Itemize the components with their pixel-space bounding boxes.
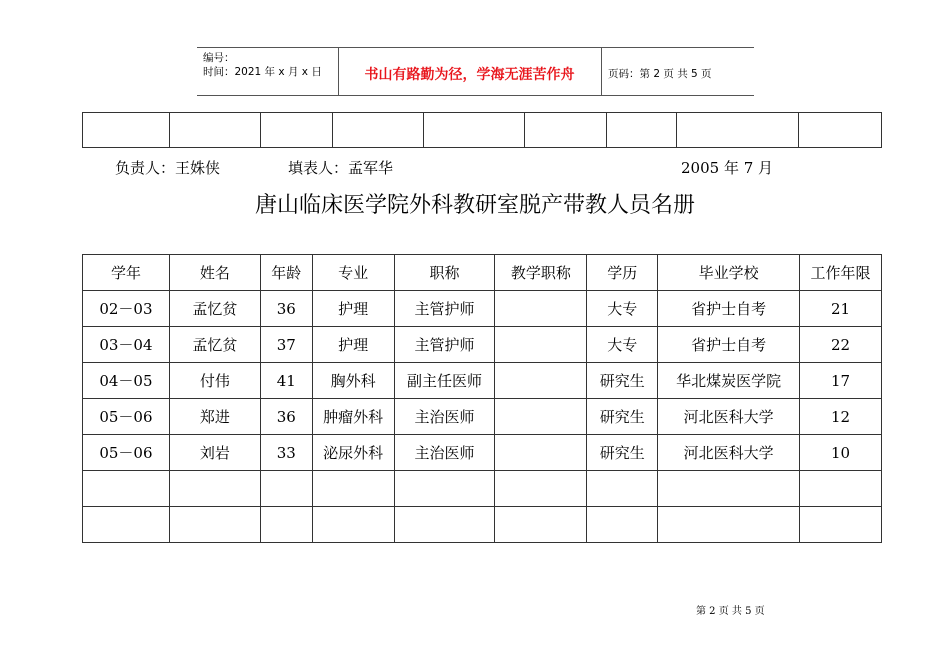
table-cell: 孟忆贫 — [169, 327, 260, 363]
table-cell — [658, 507, 800, 543]
table-cell: 10 — [800, 435, 882, 471]
table-cell: 36 — [260, 399, 312, 435]
column-header: 姓名 — [169, 255, 260, 291]
table-cell: 胸外科 — [312, 363, 394, 399]
table-cell — [800, 507, 882, 543]
table-cell — [495, 471, 587, 507]
empty-cell — [525, 113, 607, 148]
form-filler: 填表人：孟军华 — [288, 159, 394, 177]
header-motto: 书山有路勤为径，学海无涯苦作舟 — [364, 67, 575, 83]
report-date: 2005 年 7 月 — [681, 159, 774, 177]
page-footer: 第 2 页 共 5 页 — [696, 606, 765, 617]
empty-cell — [677, 113, 799, 148]
table-cell: 肿瘤外科 — [312, 399, 394, 435]
table-cell: 省护士自考 — [658, 327, 800, 363]
table-header-row — [83, 255, 882, 291]
table-cell: 21 — [800, 291, 882, 327]
table-cell — [495, 327, 587, 363]
table-cell: 36 — [260, 291, 312, 327]
table-cell: 刘岩 — [169, 435, 260, 471]
page-header — [197, 47, 754, 96]
document-title: 唐山临床医学院外科教研室脱产带教人员名册 — [254, 193, 695, 218]
column-header: 学年 — [83, 255, 170, 291]
table-cell — [587, 471, 658, 507]
table-cell — [495, 363, 587, 399]
table-cell: 主管护师 — [394, 291, 495, 327]
table-cell — [495, 435, 587, 471]
header-left — [203, 51, 322, 79]
table-cell — [312, 507, 394, 543]
header-number-label: 编号： — [203, 52, 235, 64]
table-cell: 大专 — [587, 291, 658, 327]
table-cell: 护理 — [312, 327, 394, 363]
table-cell — [495, 507, 587, 543]
header-divider — [601, 48, 602, 95]
table-cell: 研究生 — [587, 399, 658, 435]
table-cell: 泌尿外科 — [312, 435, 394, 471]
table-cell: 研究生 — [587, 435, 658, 471]
table-cell: 护理 — [312, 291, 394, 327]
table-cell: 主治医师 — [394, 399, 495, 435]
table-cell: 主治医师 — [394, 435, 495, 471]
table-cell: 郑进 — [169, 399, 260, 435]
staff-roster-table — [82, 254, 882, 543]
table-cell — [495, 399, 587, 435]
table-cell: 12 — [800, 399, 882, 435]
table-cell: 大专 — [587, 327, 658, 363]
empty-cell — [423, 113, 525, 148]
table-row — [83, 291, 882, 327]
table-cell: 22 — [800, 327, 882, 363]
table-row — [83, 327, 882, 363]
table-row — [83, 435, 882, 471]
column-header: 工作年限 — [800, 255, 882, 291]
table-cell: 33 — [260, 435, 312, 471]
table-row — [83, 363, 882, 399]
table-cell — [800, 471, 882, 507]
empty-cell — [169, 113, 260, 148]
empty-cell — [799, 113, 882, 148]
table-cell — [658, 471, 800, 507]
table-cell: 付伟 — [169, 363, 260, 399]
column-header: 职称 — [394, 255, 495, 291]
table-cell: 04－05 — [83, 363, 170, 399]
column-header: 毕业学校 — [658, 255, 800, 291]
table-cell — [312, 471, 394, 507]
table-cell: 副主任医师 — [394, 363, 495, 399]
header-page-label: 页码：第 2 页 共 5 页 — [608, 68, 712, 80]
column-header: 专业 — [312, 255, 394, 291]
table-cell: 03－04 — [83, 327, 170, 363]
table-cell: 主管护师 — [394, 327, 495, 363]
table-row — [83, 399, 882, 435]
table-cell: 河北医科大学 — [658, 435, 800, 471]
table-cell: 华北煤炭医学院 — [658, 363, 800, 399]
table-cell: 17 — [800, 363, 882, 399]
table-cell: 孟忆贫 — [169, 291, 260, 327]
empty-cell — [607, 113, 677, 148]
table-cell: 37 — [260, 327, 312, 363]
table-cell — [587, 507, 658, 543]
table-cell — [83, 507, 170, 543]
table-cell: 河北医科大学 — [658, 399, 800, 435]
table-cell — [394, 507, 495, 543]
column-header: 年龄 — [260, 255, 312, 291]
table-cell — [169, 507, 260, 543]
empty-cell — [83, 113, 170, 148]
table-cell: 05－06 — [83, 435, 170, 471]
table-cell — [169, 471, 260, 507]
empty-cell — [332, 113, 423, 148]
responsible-person: 负责人：王姝侠 — [115, 159, 221, 177]
table-row — [83, 507, 882, 543]
column-header: 教学职称 — [495, 255, 587, 291]
table-cell — [260, 507, 312, 543]
table-cell: 41 — [260, 363, 312, 399]
table-cell: 研究生 — [587, 363, 658, 399]
header-time-label: 时间：2021 年 x 月 x 日 — [203, 66, 322, 78]
table-row — [83, 471, 882, 507]
table-cell: 05－06 — [83, 399, 170, 435]
table-cell — [495, 291, 587, 327]
empty-cell — [260, 113, 332, 148]
table-cell — [83, 471, 170, 507]
table-cell: 02－03 — [83, 291, 170, 327]
table-cell: 省护士自考 — [658, 291, 800, 327]
table-cell — [394, 471, 495, 507]
empty-top-table — [82, 112, 882, 148]
table-cell — [260, 471, 312, 507]
column-header: 学历 — [587, 255, 658, 291]
